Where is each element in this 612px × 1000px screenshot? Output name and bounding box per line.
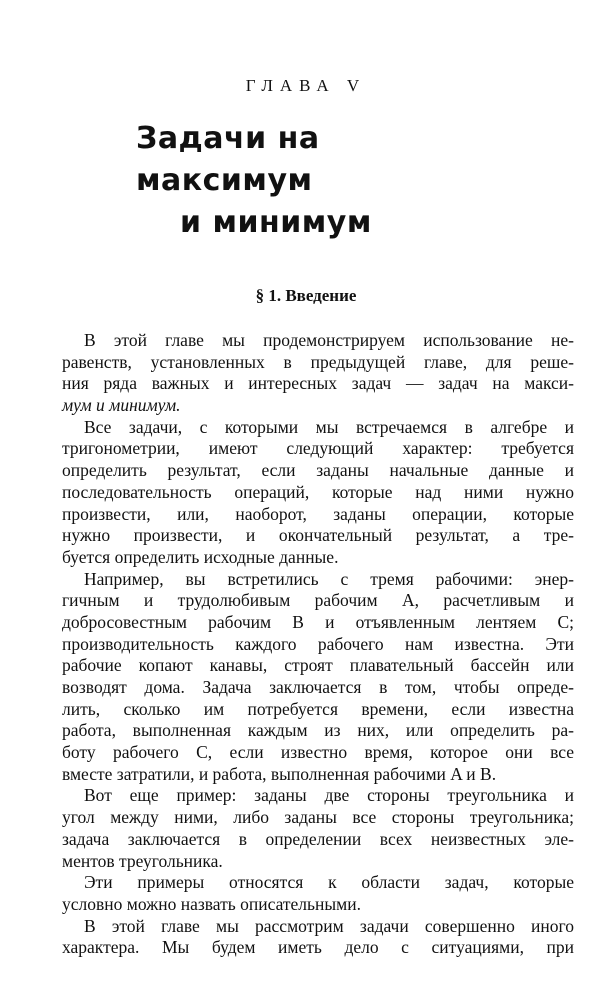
text-line: мум и минимум. [62, 395, 181, 416]
text-line: Все задачи, с которыми мы встречаемся в алгебре и [84, 416, 574, 437]
text-line: тригонометрии, имеют следующий характер: требуется [62, 438, 574, 459]
text-line: работа, выполненная каждым из них, или определить ра- [62, 720, 574, 741]
text-line: добросовестным рабочим B и отъявленным лентяем C; [62, 611, 574, 632]
text-line: возводят дома. Задача заключается в том, чтобы опреде- [62, 677, 574, 697]
text-line: нужно произвести, и окончательный результат, а тре- [62, 525, 574, 546]
chapter-title-line-1: Задачи на максимум [136, 121, 320, 198]
text-line: Эти примеры относятся к области задач, которые [84, 872, 574, 893]
chapter-title [136, 118, 496, 244]
text-line: характера. Мы будем иметь дело с ситуациями, при [62, 937, 574, 958]
text-line: Например, вы встретились с тремя рабочими: энер- [84, 568, 574, 589]
text-line: определить результат, если заданы начальные данные и [62, 460, 574, 481]
text-line: гичным и трудолюбивым рабочим A, расчетливым и [62, 590, 574, 611]
text-line: рабочие копают канавы, строят плавательный бассейн или [62, 655, 574, 676]
text-line: задача заключается в определении всех неизвестных эле- [62, 828, 574, 849]
text-line: производительность каждого рабочего нам известна. Эти [62, 633, 574, 654]
text-line: буется определить исходные данные. [62, 546, 339, 567]
text-line: вместе затратили, и работа, выполненная рабочими A и B. [62, 763, 497, 784]
section-heading: § 1. Введение [255, 286, 357, 305]
chapter-title-line-2: и минимум [180, 205, 372, 240]
text-line: Вот еще пример: заданы две стороны треугольника и [84, 785, 574, 806]
text-line: лить, сколько им потребуется времени, если известна [62, 698, 574, 719]
text-line: условно можно назвать описательными. [62, 893, 361, 914]
text-line: ментов треугольника. [62, 850, 223, 871]
text-line: В этой главе мы продемонстрируем использование не- [84, 330, 574, 350]
text-line: боту рабочего C, если известно время, которое они все [62, 742, 574, 763]
text-line: ния ряда важных и интересных задач — задач на макси- [62, 373, 574, 394]
text-line: произвести, или, наоборот, заданы операции, которые [62, 503, 574, 524]
body-text [62, 330, 574, 959]
text-line: последовательность операций, которые над ними нужно [62, 481, 574, 502]
chapter-label: ГЛАВА V [245, 76, 367, 95]
text-line: угол между ними, либо заданы все стороны треугольника; [62, 807, 574, 828]
text-line: равенств, установленных в предыдущей главе, для реше- [62, 351, 574, 372]
text-line: В этой главе мы рассмотрим задачи совершенно иного [84, 915, 574, 936]
